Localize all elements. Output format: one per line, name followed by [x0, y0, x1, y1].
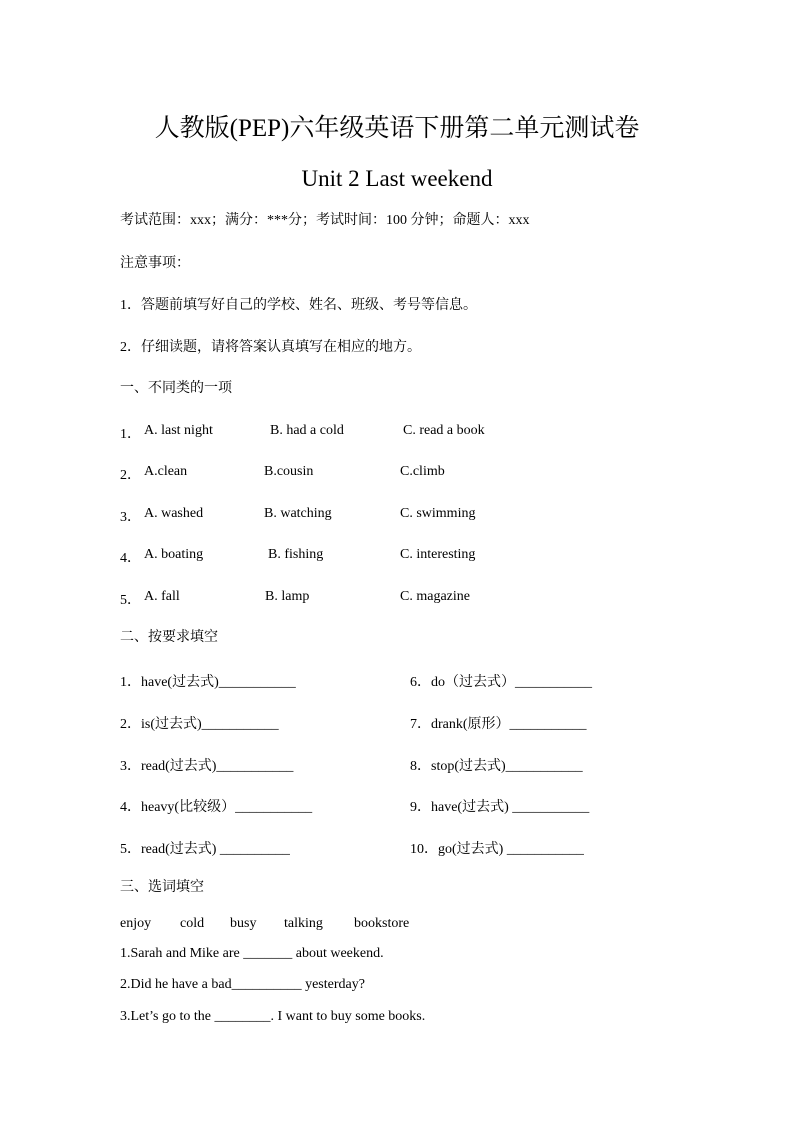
fill-item: 7．drank(原形）___________ [410, 717, 587, 732]
page-title: 人教版(PEP)六年级英语下册第二单元测试卷 [154, 115, 640, 142]
option-c: C. magazine [400, 589, 470, 604]
section-heading: 三、选词填空 [120, 880, 204, 895]
option-b: B. lamp [265, 589, 310, 604]
option-a: A. fall [144, 589, 180, 604]
option-b: B. watching [264, 506, 332, 521]
sentence-item: 1.Sarah and Mike are _______ about weekend. [120, 946, 384, 961]
fill-item: 8．stop(过去式)___________ [410, 759, 583, 774]
option-b: B.cousin [264, 464, 314, 479]
section-heading: 一、不同类的一项 [120, 381, 232, 396]
question-number: 1． [120, 427, 141, 442]
fill-item: 4．heavy(比较级）___________ [120, 800, 313, 815]
question-number: 2． [120, 468, 141, 483]
question-number: 5． [120, 593, 141, 608]
fill-item: 3．read(过去式)___________ [120, 759, 294, 774]
fill-item: 6．do（过去式）___________ [410, 675, 592, 690]
section-heading: 二、按要求填空 [120, 630, 218, 645]
word-bank-item: talking [284, 916, 323, 931]
notice-item: 1．答题前填写好自己的学校、姓名、班级、考号等信息。 [120, 298, 477, 313]
notice-item: 2．仔细读题，请将答案认真填写在相应的地方。 [120, 340, 421, 355]
option-a: A. boating [144, 547, 204, 562]
fill-item: 10．go(过去式) ___________ [410, 842, 584, 857]
exam-info-line: 考试范围：xxx；满分：***分；考试时间：100 分钟；命题人：xxx [120, 213, 530, 228]
notice-heading: 注意事项： [120, 256, 190, 271]
option-a: A.clean [144, 464, 188, 479]
word-bank-item: cold [180, 916, 205, 931]
page-subtitle: Unit 2 Last weekend [301, 166, 493, 191]
word-bank-item: enjoy [120, 916, 152, 931]
sentence-item: 2.Did he have a bad__________ yesterday? [120, 977, 365, 992]
word-bank-item: bookstore [354, 916, 410, 931]
option-b: B. fishing [268, 547, 324, 562]
sentence-item: 3.Let’s go to the ________. I want to buy some books. [120, 1009, 426, 1024]
option-c: C. read a book [403, 423, 485, 438]
option-a: A. last night [144, 423, 213, 438]
fill-item: 2．is(过去式)___________ [120, 717, 279, 732]
option-a: A. washed [144, 506, 204, 521]
option-c: C.climb [400, 464, 445, 479]
question-number: 4． [120, 551, 141, 566]
fill-item: 5．read(过去式) __________ [120, 842, 290, 857]
option-b: B. had a cold [270, 423, 344, 438]
word-bank-item: busy [230, 916, 257, 931]
question-number: 3． [120, 510, 141, 525]
fill-item: 1．have(过去式)___________ [120, 675, 296, 690]
fill-item: 9．have(过去式) ___________ [410, 800, 590, 815]
option-c: C. interesting [400, 547, 476, 562]
option-c: C. swimming [400, 506, 476, 521]
